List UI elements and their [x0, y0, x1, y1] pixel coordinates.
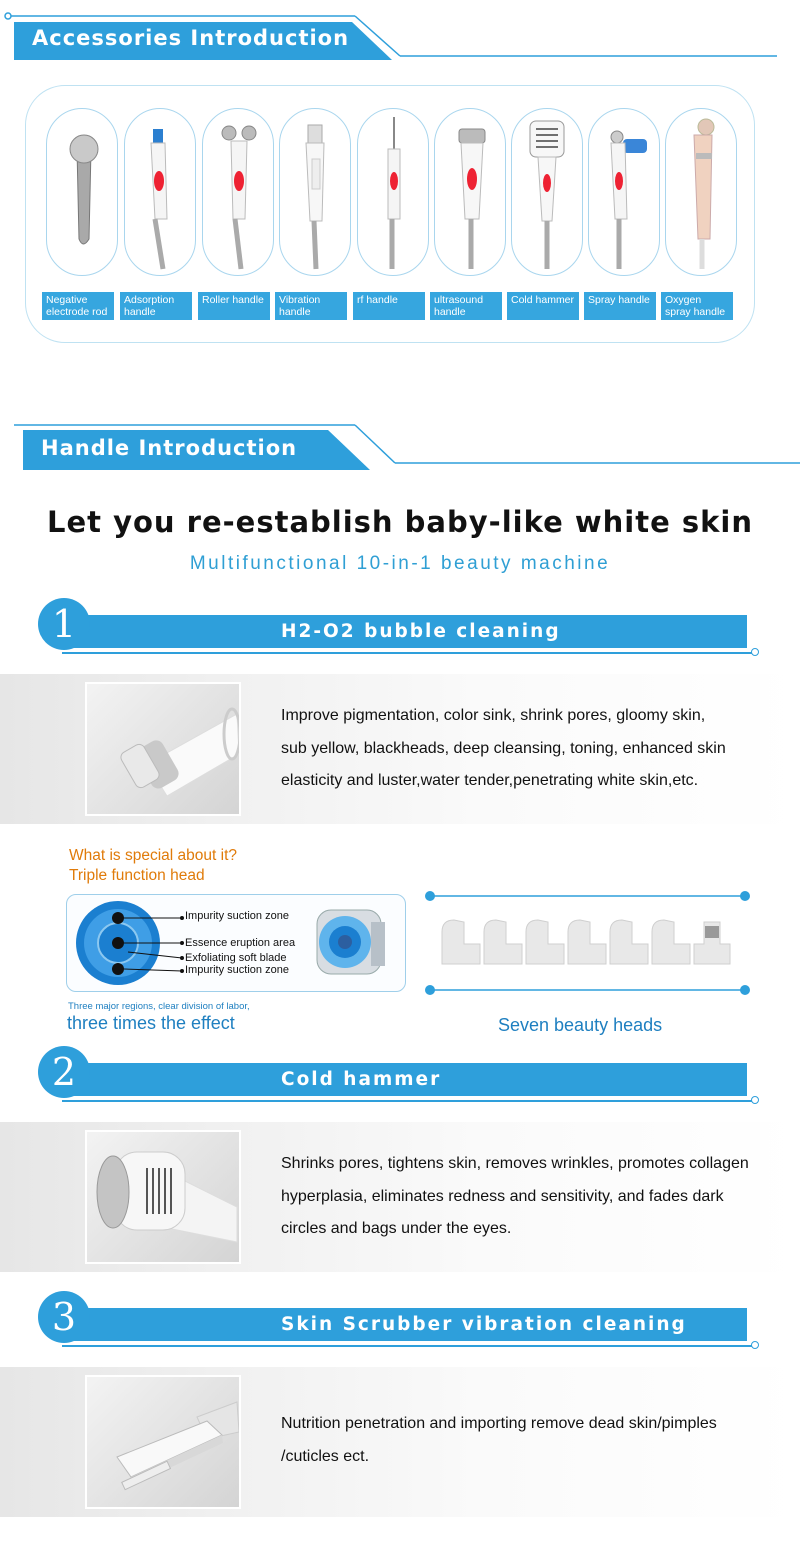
feature-1-description: Improve pigmentation, color sink, shrink pores, gloomy skin, sub yellow, blackheads, deep cleansing, toning, enhanced skin elasticity and luster,water tender,penetrating white skin,etc. [281, 707, 726, 789]
feature-2-banner [60, 1063, 747, 1096]
special-answer: Triple function head [69, 867, 205, 884]
feature-1-underline [62, 652, 752, 654]
accessories-title: Accessories Introduction [32, 26, 350, 50]
oxygen-spray-handle-icon [666, 109, 736, 274]
feature-1-photo [85, 682, 241, 816]
special-question: What is special about it? [69, 847, 238, 864]
accessory-label: Spray handle [584, 292, 656, 320]
feature-1-banner [60, 615, 747, 648]
handle-title: Handle Introduction [41, 436, 298, 460]
feature-1-title: H2-O2 bubble cleaning [281, 621, 561, 642]
accessory-label: Roller handle [198, 292, 270, 320]
bubble-head-icon [87, 684, 239, 814]
skin-scrubber-photo-icon [87, 1377, 239, 1507]
feature-2-photo [85, 1130, 241, 1264]
special-caption-large: three times the effect [67, 1013, 235, 1033]
zone-label-4: Impurity suction zone [185, 964, 289, 976]
accessory-label: Cold hammer [507, 292, 579, 320]
feature-1-dot [751, 648, 759, 656]
special-caption-small: Three major regions, clear division of labor, [68, 1001, 250, 1012]
zone-label-1: Impurity suction zone [185, 910, 289, 922]
accessory-label: Negative electrode rod [42, 292, 114, 320]
accessory-item [279, 108, 351, 276]
accessory-label: Vibration handle [275, 292, 347, 320]
ultrasound-handle-icon [435, 109, 505, 274]
accessory-item [665, 108, 737, 276]
rf-handle-icon [358, 109, 428, 274]
page-subheadline: Multifunctional 10-in-1 beauty machine [189, 553, 611, 574]
accessory-label: rf handle [353, 292, 425, 320]
cold-hammer-photo-icon [87, 1132, 239, 1262]
vibration-handle-icon [280, 109, 350, 274]
cold-hammer-icon [512, 109, 582, 274]
feature-2-dot [751, 1096, 759, 1104]
accessory-item [357, 108, 429, 276]
accessory-item [46, 108, 118, 276]
accessory-label: Adsorption handle [120, 292, 192, 320]
feature-1-number: 1 [38, 598, 90, 650]
accessory-label: Oxygen spray handle [661, 292, 733, 320]
feature-3-dot [751, 1341, 759, 1349]
accessory-item [588, 108, 660, 276]
feature-3-banner [60, 1308, 747, 1341]
feature-3-description: Nutrition penetration and importing remove dead skin/pimples /cuticles ect. [281, 1415, 717, 1465]
zone-label-3: Exfoliating soft blade [185, 952, 287, 964]
feature-3-title: Skin Scrubber vibration cleaning [281, 1314, 687, 1335]
accessory-item [434, 108, 506, 276]
accessory-item [511, 108, 583, 276]
feature-3-underline [62, 1345, 752, 1347]
feature-2-number: 2 [38, 1046, 90, 1098]
accessory-item [202, 108, 274, 276]
spray-handle-icon [589, 109, 659, 274]
zone-label-2: Essence eruption area [185, 937, 296, 949]
adsorption-handle-icon [125, 109, 195, 274]
feature-2-title: Cold hammer [281, 1069, 442, 1090]
feature-3-number: 3 [38, 1291, 90, 1343]
feature-2-description: Shrinks pores, tightens skin, removes wrinkles, promotes collagen hyperplasia, eliminates redness and sensitivity, and fades dark circles and bags under the eyes. [281, 1155, 749, 1237]
roller-handle-icon [203, 109, 273, 274]
page-headline: Let you re-establish baby-like white skin [46, 505, 753, 539]
seven-heads-illustration [420, 888, 755, 998]
feature-3-photo [85, 1375, 241, 1509]
negative-electrode-rod-icon [47, 109, 117, 274]
accessory-item [124, 108, 196, 276]
seven-heads-caption: Seven beauty heads [498, 1015, 663, 1035]
accessory-label: ultrasound handle [430, 292, 502, 320]
feature-2-underline [62, 1100, 752, 1102]
